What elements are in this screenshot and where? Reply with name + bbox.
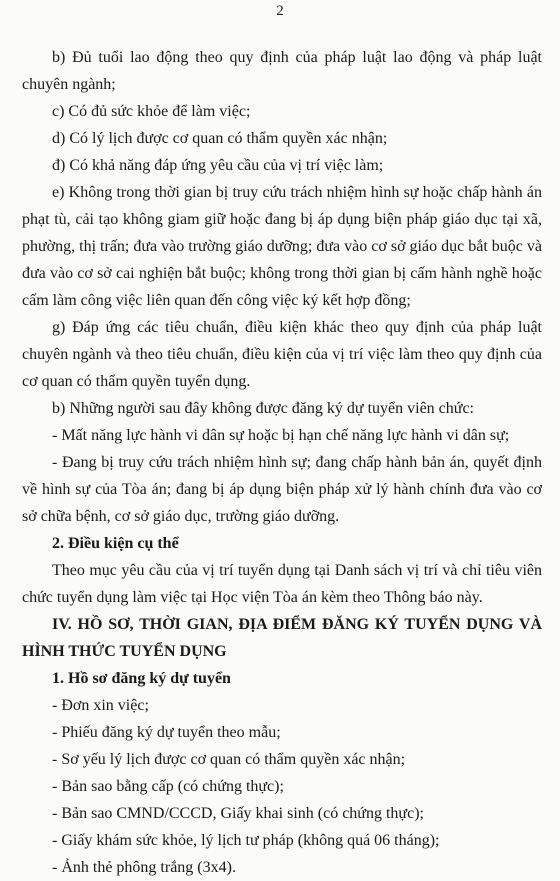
paragraph-condition-c: c) Có đủ sức khỏe để làm việc; xyxy=(52,103,251,120)
document-body xyxy=(22,44,542,881)
list-item-cv: - Sơ yếu lý lịch được cơ quan có thẩm quyền xác nhận; xyxy=(52,751,406,768)
paragraph-condition-b: b) Đủ tuổi lao động theo quy định của pháp luật lao động và pháp luật chuyên ngành; xyxy=(22,49,542,93)
paragraph-ineligible-heading: b) Những người sau đây không được đăng ký dự tuyển viên chức: xyxy=(52,400,474,417)
list-item-photo: - Ảnh thẻ phông trắng (3x4). xyxy=(52,859,236,876)
paragraph-condition-e: e) Không trong thời gian bị truy cứu trách nhiệm hình sự hoặc chấp hành án phạt tù, cải tạo không giam giữ hoặc đang bị áp dụng biện pháp giáo dục tại xã, phường, thị trấn; đưa vào trường giáo dưỡng; đưa vào cơ sở giáo dục bắt buộc và đưa vào cơ sở cai nghiện bắt buộc; không trong thời gian bị cấm hành nghề hoặc cấm làm công việc liên quan đến công việc ký kết hợp đồng; xyxy=(22,184,542,309)
paragraph-specific-conditions: Theo mục yêu cầu của vị trí tuyển dụng tại Danh sách vị trí và chỉ tiêu viên chức tuyển dụng làm việc tại Học viện Tòa án kèm theo Thông báo này. xyxy=(22,562,542,606)
paragraph-ineligible-item-1: - Mất năng lực hành vi dân sự hoặc bị hạn chế năng lực hành vi dân sự; xyxy=(52,427,510,444)
section-heading-application-file: 1. Hồ sơ đăng ký dự tuyển xyxy=(52,670,231,687)
section-heading-iv: IV. HỒ SƠ, THỜI GIAN, ĐỊA ĐIỂM ĐĂNG KÝ TUYỂN DỤNG VÀ HÌNH THỨC TUYỂN DỤNG xyxy=(22,616,542,660)
list-item-health-certificate: - Giấy khám sức khỏe, lý lịch tư pháp (không quá 06 tháng); xyxy=(52,832,440,849)
paragraph-condition-g: g) Đáp ứng các tiêu chuẩn, điều kiện khác theo quy định của pháp luật chuyên ngành và theo tiêu chuẩn, điều kiện của vị trí việc làm theo quy định của cơ quan có thẩm quyền tuyển dụng. xyxy=(22,319,542,390)
list-item-degree-copy: - Bản sao bằng cấp (có chứng thực); xyxy=(52,778,284,795)
paragraph-condition-d: d) Có lý lịch được cơ quan có thẩm quyền xác nhận; xyxy=(52,130,388,147)
paragraph-ineligible-item-2: - Đang bị truy cứu trách nhiệm hình sự; đang chấp hành bản án, quyết định về hình sự của Tòa án; đang bị áp dụng biện pháp xử lý hành chính đưa vào cơ sở chữa bệnh, cơ sở giáo dục, trường giáo dưỡng. xyxy=(22,454,542,525)
list-item-id-copy: - Bản sao CMND/CCCD, Giấy khai sinh (có chứng thực); xyxy=(52,805,424,822)
paragraph-condition-dd: đ) Có khả năng đáp ứng yêu cầu của vị trí việc làm; xyxy=(52,157,384,174)
list-item-application-letter: - Đơn xin việc; xyxy=(52,697,149,714)
list-item-registration-form: - Phiếu đăng ký dự tuyển theo mẫu; xyxy=(52,724,281,741)
section-heading-specific-conditions: 2. Điều kiện cụ thể xyxy=(52,535,179,552)
page-number: 2 xyxy=(276,3,284,19)
